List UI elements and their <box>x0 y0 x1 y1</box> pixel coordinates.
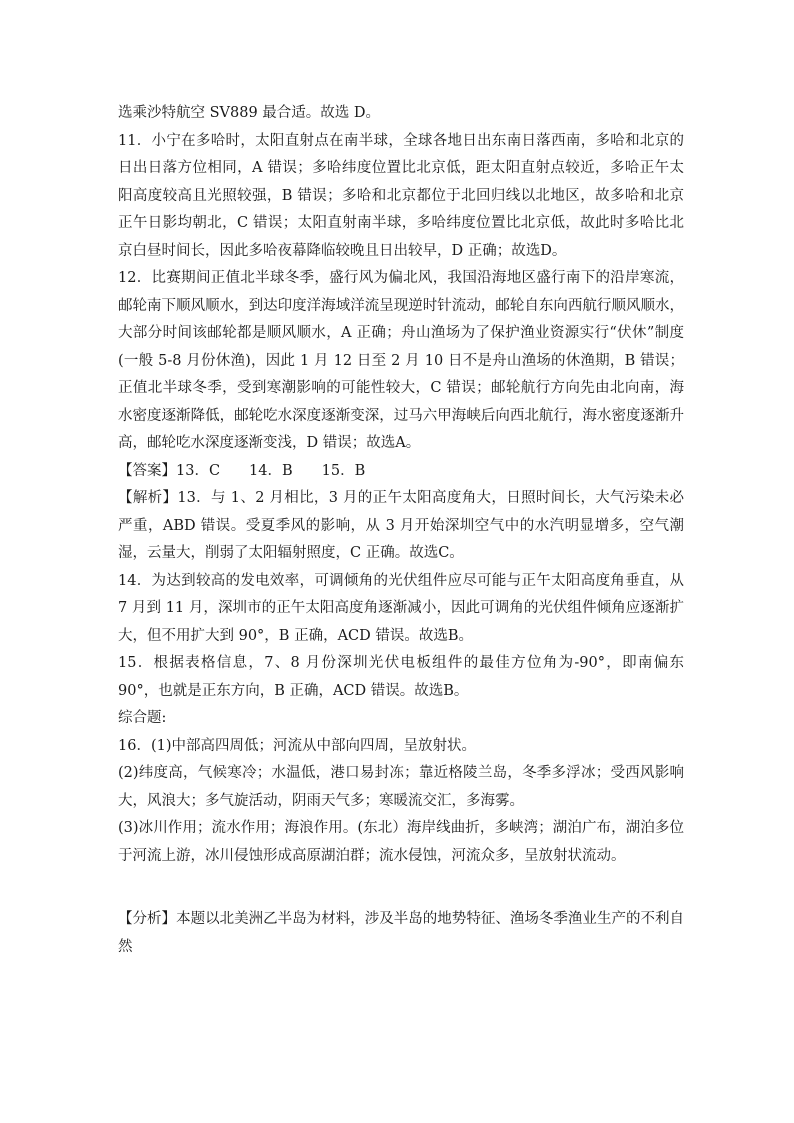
analysis-16 <box>118 906 684 961</box>
section-heading-comprehensive: 综合题: <box>118 710 167 726</box>
paragraph-answer-16-3: (3)冰川作用；流水作用；海浪作用。(东北）海岸线曲折，多峡湾；湖泊广布，湖泊多位于河流上游，冰川侵蚀形成高原湖泊群；流水侵蚀，河流众多，呈放射状流动。 <box>118 820 684 864</box>
fenxi-text: 本题以北美洲乙半岛为材料，涉及半岛的地势特征、渔场冬季渔业生产的不利自然 <box>118 911 685 955</box>
paragraph-answer-16-1: 16．(1)中部高四周低；河流从中部向四周，呈放射状。 <box>118 737 476 754</box>
fenxi-tag: 【分析】 <box>118 911 177 927</box>
paragraph-answer-12: 12．比赛期间正值北半球冬季，盛行风为偏北风，我国沿海地区盛行南下的沿岸寒流，邮轮南下顺风顺水，到达印度洋海域洋流呈现逆时针流动，邮轮自东向西航行顺风顺水，大部分时间该邮轮都是顺风顺水，A 正确；舟山渔场为了保护渔业资源实行“伏休”制度(一般 5-8 月份休渔)，因此 1 月 12 日至 2 月 10 日不是舟山渔场的休渔期，B 错误；正值北半球冬季，受到寒潮影响的可能性较大，C 错误；邮轮航行方向先由北向南，海水密度逐渐降低，邮轮吃水深度逐渐变深，过马六甲海峡后向西北航行，海水密度逐渐升高，邮轮吃水深度逐渐变浅，D 错误；故选A。 <box>118 270 684 451</box>
analysis-13 <box>118 485 684 568</box>
spacer <box>118 870 684 906</box>
paragraph-answer-15: 15．根据表格信息，7、8 月份深圳光伏电板组件的最佳方位角为-90°，即南偏东 90°，也就是正东方向，B 正确，ACD 错误。故选B。 <box>118 655 684 699</box>
paragraph-answer-10-tail: 选乘沙特航空 SV889 最合适。故选 D。 <box>118 105 381 121</box>
paragraph-answer-16-2: (2)纬度高，气候寒冷；水温低，港口易封冻；靠近格陵兰岛，冬季多浮冰；受西风影响大，风浪大；多气旋活动，阴雨天气多；寒暖流交汇，多海雾。 <box>118 765 684 809</box>
analysis-text: 13．与 1、2 月相比，3 月的正午太阳高度角大，日照时间长，大气污染未必严重，ABD 错误。受夏季风的影响，从 3 月开始深圳空气中的水汽明显增多，空气潮湿，云量大，削弱了太阳辐射照度，C 正确。故选C。 <box>118 490 684 561</box>
paragraph-answer-11: 11．小宁在多哈时，太阳直射点在南半球，全球各地日出东南日落西南，多哈和北京的日出日落方位相同，A 错误；多哈纬度位置比北京低，距太阳直射点较近，多哈正午太阳高度较高且光照较强，B 错误；多哈和北京都位于北回归线以北地区，故多哈和北京正午日影均朝北，C 错误；太阳直射南半球，多哈纬度位置比北京低，故此时多哈比北京白昼时间长，因此多哈夜幕降临较晚且日出较早，D 正确；故选D。 <box>118 132 684 259</box>
answer-text: 13．C 14．B 15．B <box>176 462 366 479</box>
answer-line <box>118 458 684 486</box>
paragraph-answer-14: 14．为达到较高的发电效率，可调倾角的光伏组件应尽可能与正午太阳高度角垂直，从 7 月到 11 月，深圳市的正午太阳高度角逐渐减小，因此可调角的光伏组件倾角应逐渐扩大，但不用扩大到 90°，B 正确，ACD 错误。故选B。 <box>118 572 684 644</box>
answer-tag: 【答案】 <box>118 462 176 479</box>
analysis-tag: 【解析】 <box>118 490 178 506</box>
document-page <box>118 100 684 961</box>
